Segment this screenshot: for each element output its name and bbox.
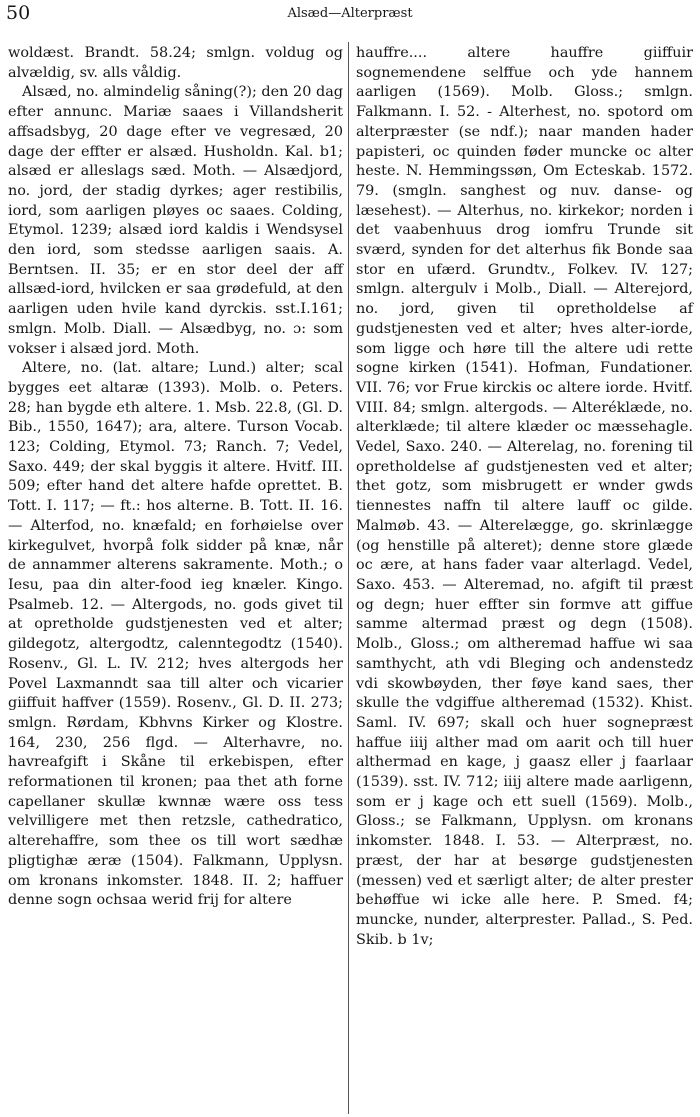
paragraph: hauffre.... altere hauffre giiffuir sognemendene selffue och yde hannem aarligen (1569). Molb. Gloss.; smlgn. Falkmann. I. 52. - Alterhest, no. spotord om alterpræster (se ndf.); naar manden hader papisteri, oc quinden føder muncke oc alter heste. N. Hemmingssøn, Om Ecteskab. 1572. 79. (smgln. sanghest og nuv. danse- og læsehest). — Alterhus, no. kirkekor; norden i det vaabenhuus drog iomfru Trunde sit sværd, synden for det alterhus fik Bonde saa stor en ufærd. Grundtv., Folkev. IV. 127; smlgn. altergulv i Molb., Diall. — Alterejord, no. jord, given til opretholdelse af gudstjenesten ved et alter; hves alter-iorde, som ligge och høre till the altere udi rette sogne kirken (1541). Hofman, Fundationer. VII. 76; vor Frue kirckis oc altere iorde. Hvitf. VIII. 84; smlgn. altergods. — Alteréklæde, no. alterklæde; til altere klæder oc mæssehagle. Vedel, Saxo. 240. — Alterelag, no. forening til opretholdelse af gudstjenesten ved et alter; thet gotz, som misbrugett er wnder gwds tiennestes naffn til altere lauff oc gilde. Malmøb. 43. — Alterelægge, go. skrinlægge (og henstille på alteret); denne store glæde oc ære, at hans fader vaar alterlagd. Vedel, Saxo. 453. — Alteremad, no. afgift til præst og degn; huer effter sin formve att giffue samme altermad præst og degn (1508). Molb., Gloss.; om altheremad haffue wi saa samthycht, ath vdi Bleging och andenstedz vdi skowbøyden, ther føye kand saes, ther skulle the vdgiffue altheremad (1532). Khist. Saml. IV. 697; skall och huer sognepræst haffue iiij alther mad om aarit och till huer althermad en kage, j gaasz eller j faarlaar (1539). sst. IV. 712; iiij altere made aarligenn, som er j kage och ett suell (1569). Molb., Gloss.; se Falkmann, Upplysn. om kronans inkomster. 1848. I. 53. — Alterpræst, no. præst, der har at besørge gudstjenesten (messen) ved et særligt alter; de alter prester behøffue wi icke alle here. P. Smed. f4; muncke, nunder, alterprester. Pallad., S. Ped. Skib. b 1v; — [356, 45, 693, 948]
column-divider — [348, 42, 349, 1114]
paragraph: Altere, no. (lat. altare; Lund.) alter; scal bygges eet altaræ (1393). Molb. o. Peters. 28; han bygde eth altere. 1. Msb. 22.8, (Gl. D. Bib., 1550, 1647); ara, altere. Turson Vocab. 123; Colding, Etymol. 73; Ranch. 7; Vedel, Saxo. 449; der skal byggis it altere. Hvitf. III. 509; efter hand det altere hafde oprettet. B. Tott. I. 117; — ft.: hos alterne. B. Tott. II. 16. — Alterfod, no. knæfald; en forhøielse over kirkegulvet, hvorpå folk sidder på knæ, når de annammer alterens sakramente. Moth.; o Iesu, paa din alter-food ieg knæler. Kingo. Psalmeb. 12. — Altergods, no. gods givet til at opretholde gudstjenesten ved et alter; gildegotz, altergodtz, calenntegodtz (1540). Rosenv., Gl. L. IV. 212; hves altergods her Povel Laxmanndt saa till alter och vicarier giiffuit haffver (1559). Rosenv., Gl. D. II. 273; smlgn. Rørdam, Kbhvns Kirker og Klostre. 164, 230, 256 flgd. — Alterhavre, no. havreafgift i Skåne til erkebispen, efter reformationen til kronen; paa thet ath forne capellaner skullæ kwnnæ wære oss tess velvilligere met then retzsle, cathedratico, alterehaffre, som thee os till wort sædhæ pligtighæ æræ (1504). Falkmann, Upplysn. om kronans inkomster. 1848. II. 2; haffuer denne sogn ochsaa werid frij for altere — [8, 360, 343, 909]
running-head: Alsæd—Alterpræst — [287, 6, 413, 21]
paragraph: Alsæd, no. almindelig såning(?); den 20 dag efter annunc. Mariæ saaes i Villandsherit affsadsbyg, 20 dage efter ve vegresæd, 20 dage der effter er alsæd. Husholdn. Kal. b1; alsæd er alleslags sæd. Moth. — Alsædjord, no. jord, der stadig dyrkes; ager restibilis, iord, som aarligen pløyes oc saaes. Colding, Etymol. 1239; alsæd iord kaldis i Wendsysel den iord, som stedsse aarligen saais. A. Berntsen. II. 35; er en stor deel der aff allsæd-iord, hvilcken er saa grødefuld, at den aarligen uden hvile kand dyrckis. sst.I.161; smlgn. Molb. Diall. — Alsædbyg, no. ɔ: som vokser i alsæd jord. Moth. — [8, 84, 343, 357]
page-number: 50 — [6, 2, 31, 24]
right-column — [356, 44, 693, 950]
paragraph: woldæst. Brandt. 58.24; smlgn. voldug og alvældig, sv. alls våldig. — [8, 45, 343, 81]
left-column — [8, 44, 343, 911]
